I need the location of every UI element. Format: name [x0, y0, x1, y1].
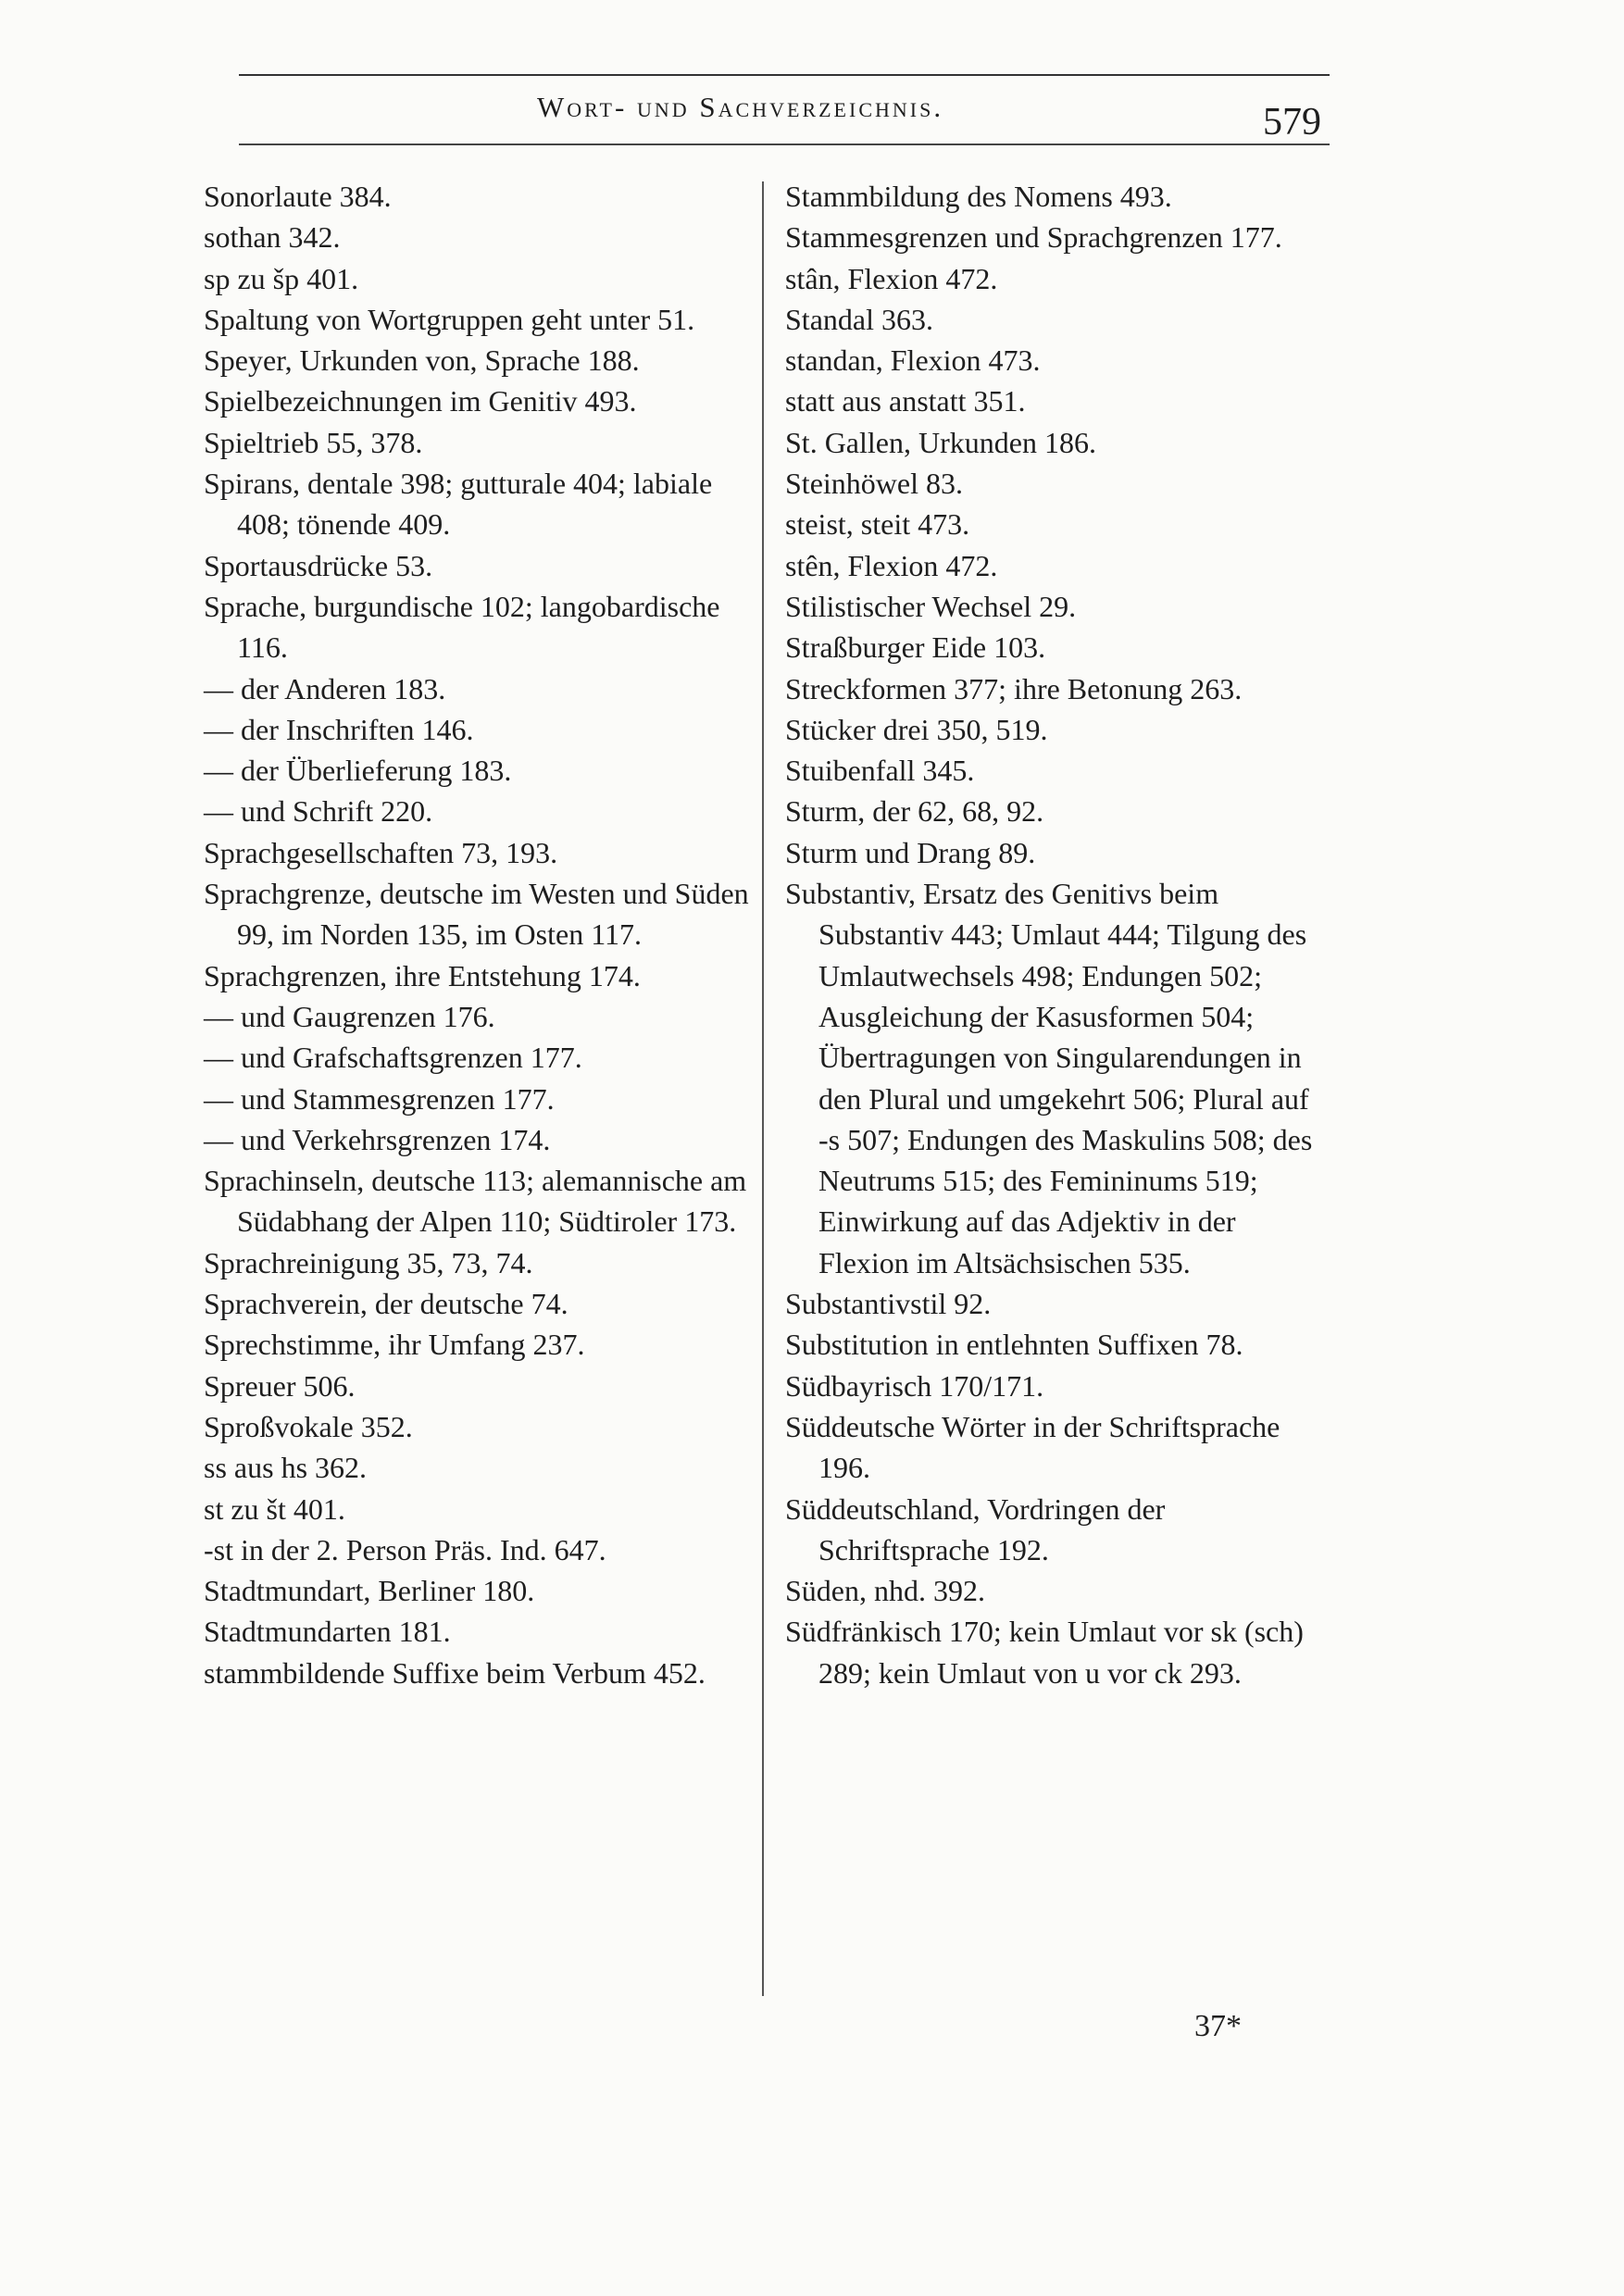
header-rule-bottom — [239, 144, 1330, 145]
header-rule-top — [239, 74, 1330, 76]
index-entry: Sprachgrenzen, ihre Entstehung 174. — [204, 958, 641, 992]
index-entry: Sportausdrücke 53. — [204, 548, 433, 582]
index-entry: Speyer, Urkunden von, Sprache 188. — [204, 343, 640, 378]
index-entry: Stilistischer Wechsel 29. — [785, 589, 1077, 623]
index-entry: — der Überlieferung 183. — [204, 754, 512, 788]
index-entry: Süddeutschland, Vordringen der Schriftsprache 192. — [785, 1491, 1166, 1566]
index-entry: — und Gaugrenzen 176. — [204, 999, 495, 1033]
index-entry: Spielbezeichnungen im Genitiv 493. — [204, 384, 637, 418]
index-column-right — [785, 176, 1317, 1693]
index-entry: Substantivstil 92. — [785, 1287, 992, 1321]
index-entry: Streckformen 377; ihre Betonung 263. — [785, 671, 1243, 705]
index-entry: Standal 363. — [785, 302, 933, 336]
index-entry: stên, Flexion 472. — [785, 548, 998, 582]
index-entry: Süden, nhd. 392. — [785, 1574, 985, 1608]
index-entry: standan, Flexion 473. — [785, 343, 1041, 378]
index-entry: Stuibenfall 345. — [785, 754, 975, 788]
index-entry: Spreuer 506. — [204, 1368, 356, 1403]
index-entry: Steinhöwel 83. — [785, 467, 963, 501]
index-entry: Süddeutsche Wörter in der Schriftsprache 196. — [785, 1409, 1280, 1485]
index-entry: — und Grafschaftsgrenzen 177. — [204, 1041, 582, 1075]
index-entry: Spirans, dentale 398; gutturale 404; labiale 408; tönende 409. — [204, 467, 713, 542]
index-entry: Sprachverein, der deutsche 74. — [204, 1287, 568, 1321]
index-entry: — der Inschriften 146. — [204, 712, 474, 746]
index-entry: Sprachreinigung 35, 73, 74. — [204, 1245, 533, 1279]
index-entry: sp zu šp 401. — [204, 261, 359, 295]
index-entry: — der Anderen 183. — [204, 671, 446, 705]
index-entry: ss aus hs 362. — [204, 1451, 368, 1485]
index-column-left — [204, 176, 759, 1693]
index-entry: Straßburger Eide 103. — [785, 630, 1046, 665]
signature-mark: 37* — [1194, 2009, 1242, 2043]
index-entry: Südbayrisch 170/171. — [785, 1368, 1044, 1403]
index-entry: — und Verkehrsgrenzen 174. — [204, 1122, 551, 1156]
page-number: 579 — [1263, 101, 1321, 144]
column-divider — [762, 181, 764, 1996]
index-entry: Spieltrieb 55, 378. — [204, 425, 423, 459]
index-entry: Substitution in entlehnten Suffixen 78. — [785, 1328, 1243, 1362]
index-entry: Sprechstimme, ihr Umfang 237. — [204, 1328, 585, 1362]
index-entry: stammbildende Suffixe beim Verbum 452. — [204, 1655, 706, 1690]
index-entry: Stadtmundarten 181. — [204, 1615, 451, 1649]
index-entry: Sproßvokale 352. — [204, 1409, 413, 1443]
index-entry: st zu št 401. — [204, 1491, 345, 1526]
index-entry: -st in der 2. Person Präs. Ind. 647. — [204, 1532, 606, 1566]
index-entry: St. Gallen, Urkunden 186. — [785, 425, 1096, 459]
index-entry: Südfränkisch 170; kein Umlaut vor sk (sch) 289; kein Umlaut von u vor ck 293. — [785, 1615, 1304, 1690]
index-entry: Sturm, der 62, 68, 92. — [785, 794, 1044, 829]
index-entry: stân, Flexion 472. — [785, 261, 998, 295]
index-entry: Sprachinseln, deutsche 113; alemannische am Südabhang der Alpen 110; Südtiroler 173. — [204, 1164, 747, 1239]
index-entry: Sonorlaute 384. — [204, 180, 392, 213]
index-entry: Stadtmundart, Berliner 180. — [204, 1574, 535, 1608]
index-entry: Sturm und Drang 89. — [785, 835, 1036, 869]
index-entry: Substantiv, Ersatz des Genitivs beim Substantiv 443; Umlaut 444; Tilgung des Umlautwechsels 498; Endungen 502; Ausgleichung der Kasusformen 504; Übertragungen von Singularendungen in den Plural und umgekehrt 506; Plural auf -s 507; Endungen des Maskulins 508; des Neutrums 515; des Femininums 519; Einwirkung auf das Adjektiv in der Flexion im Altsächsischen 535. — [785, 877, 1313, 1279]
index-entry: Stücker drei 350, 519. — [785, 712, 1048, 746]
index-entry: sothan 342. — [204, 220, 341, 255]
index-entry: — und Schrift 220. — [204, 794, 433, 829]
index-entry: statt aus anstatt 351. — [785, 384, 1026, 418]
index-entry: Sprache, burgundische 102; langobardische 116. — [204, 589, 720, 665]
index-entry: steist, steit 473. — [785, 507, 970, 542]
index-entry: — und Stammesgrenzen 177. — [204, 1081, 555, 1116]
index-entry: Sprachgrenze, deutsche im Westen und Süden 99, im Norden 135, im Osten 117. — [204, 877, 749, 952]
index-entry: Stammesgrenzen und Sprachgrenzen 177. — [785, 220, 1282, 255]
index-entry: Stammbildung des Nomens 493. — [785, 180, 1172, 213]
running-head: Wort- und Sachverzeichnis. — [537, 91, 944, 123]
index-entry: Spaltung von Wortgruppen geht unter 51. — [204, 302, 695, 336]
index-entry: Sprachgesellschaften 73, 193. — [204, 835, 558, 869]
